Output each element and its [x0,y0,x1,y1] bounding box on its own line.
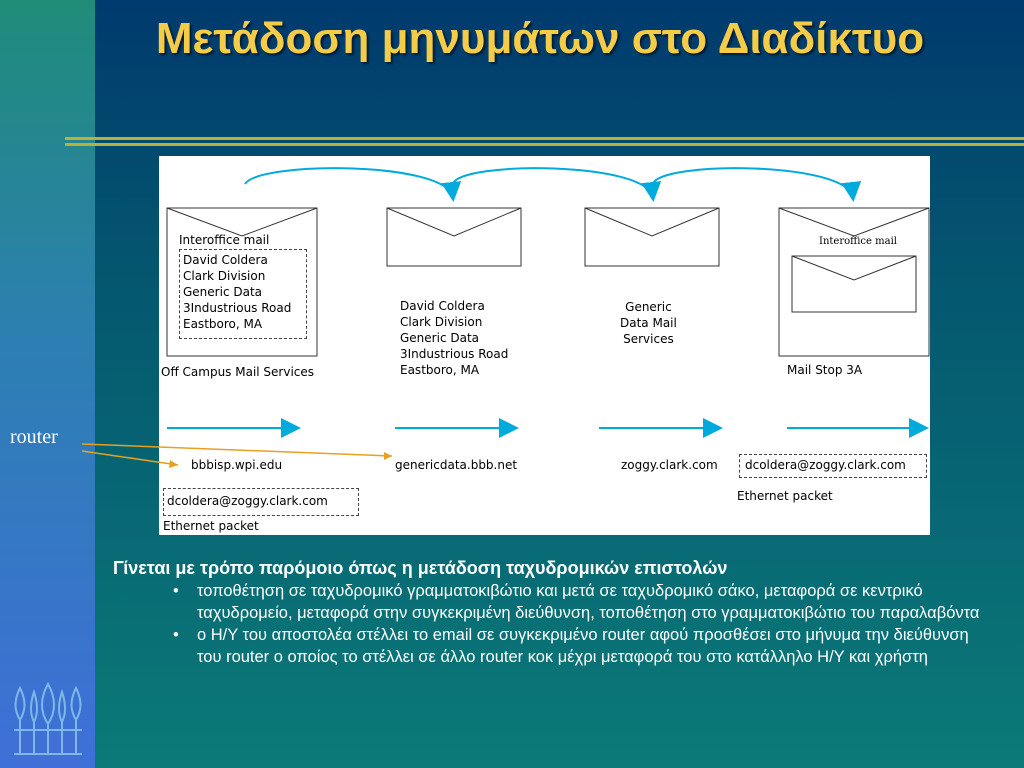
envelope-3-address: Generic Data Mail Services [620,300,677,346]
host-3: zoggy.clark.com [621,458,718,472]
main-point: Γίνεται με τρόπο παρόμοιο όπως η μετάδοση ταχυδρομικών επιστολών [113,558,728,578]
envelope-4-header: Interoffice mail [819,236,897,247]
host-2: genericdata.bbb.net [395,458,518,472]
bullet-symbol: • [173,582,179,600]
envelope-1-header: Interoffice mail [179,233,270,247]
packet-left-address: dcoldera@zoggy.clark.com [167,494,328,508]
bullet-text-1: τοποθέτηση σε ταχυδρομικό γραμματοκιβώτιο και μετά σε ταχυδρομικό σάκο, μεταφορά σε κεντρικό ταχυδρομείο, μεταφορά στην συγκεκριμένη διεύθυνση, τοποθέτηση στο γραμματοκιβώτιο του παραλαβόντα [197,582,980,622]
router-pointer-2 [82,451,178,465]
envelope-2-address: David Coldera Clark Division Generic Data 3Industrious Road Eastboro, MA [400,299,509,377]
slide-title: Μετάδοση μηνυμάτων στο Διαδίκτυο [155,14,925,63]
bullet-list [113,580,993,668]
packet-left-caption: Ethernet packet [163,519,259,533]
envelope-4-caption: Mail Stop 3A [787,363,863,377]
packet-right-caption: Ethernet packet [737,489,833,503]
bullet-item-1 [173,580,993,624]
router-pointer-1 [82,444,392,456]
bullet-item-2 [173,624,993,668]
university-cyprus-logo-icon [8,680,88,760]
packet-right-address: dcoldera@zoggy.clark.com [745,458,906,472]
host-1: bbbisp.wpi.edu [191,458,283,472]
envelope-1-address: David Coldera Clark Division Generic Data 3Industrious Road Eastboro, MA [183,253,292,331]
router-label: router [10,426,58,448]
envelope-1-caption: Off Campus Mail Services [161,365,315,379]
bullet-text-2: ο Η/Υ του αποστολέα στέλλει το email σε συγκεκριμένο router αφού προσθέσει στο μήνυμα την διεύθυνση του router ο οποίος το στέλλει σε άλλο router κοκ μέχρι μεταφορά του στο κατάλληλο Η/Υ και χρήστη [197,626,969,666]
bullet-symbol: • [173,626,179,644]
slide-body [113,556,993,668]
